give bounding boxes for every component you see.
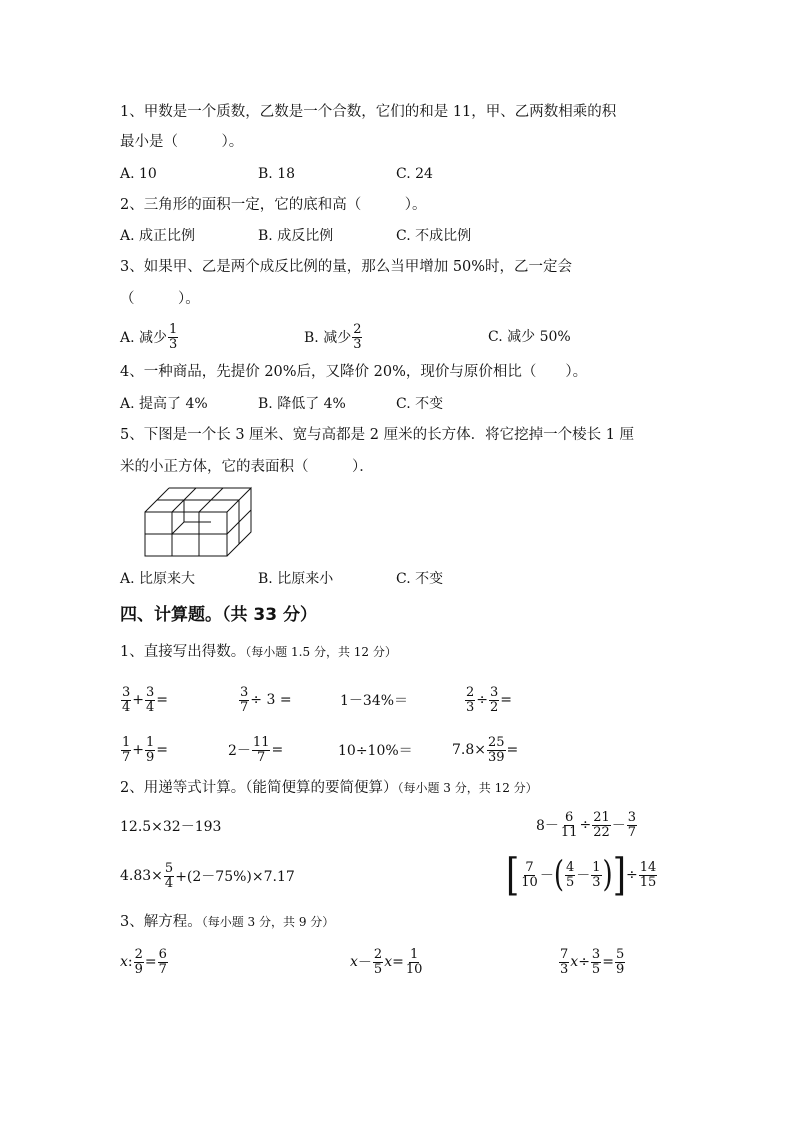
fraction: $\frac{7}{3}$ bbox=[560, 946, 569, 977]
fraction: $\frac{5}{9}$ bbox=[615, 946, 625, 977]
q2-option-b: B. 成反比例 bbox=[258, 228, 334, 244]
q1-option-c: C. 24 bbox=[396, 166, 433, 182]
part3-title bbox=[120, 912, 334, 932]
part2-note: （每小题 3 分，共 12 分） bbox=[397, 781, 538, 795]
part3-note: （每小题 3 分，共 9 分） bbox=[201, 915, 335, 929]
fraction: $\frac{6}{11}$ bbox=[560, 809, 578, 840]
fraction: $\frac{3}{5}$ bbox=[591, 946, 601, 977]
fraction: $\frac{1}{10}$ bbox=[405, 946, 423, 977]
fraction: $\frac{3}{2}$ bbox=[490, 684, 499, 715]
q3-option-a bbox=[120, 318, 179, 356]
fraction: $\frac{6}{7}$ bbox=[158, 946, 167, 977]
q2-option-a: A. 成正比例 bbox=[120, 228, 196, 244]
calc-item-6: 2－ $\frac{11}{7}$ = bbox=[228, 734, 284, 765]
q3-line1: 3、如果甲、乙是两个成反比例的量，那么当甲增加 50%时，乙一定会 bbox=[120, 259, 573, 275]
fraction: $\frac{14}{15}$ bbox=[639, 859, 657, 890]
q1-option-b: B. 18 bbox=[258, 166, 296, 182]
q2-option-c: C. 不成比例 bbox=[396, 228, 472, 244]
fraction: $\frac{3}{4}$ bbox=[146, 684, 155, 715]
equation-1: x : $\frac{2}{9}$ = $\frac{6}{7}$ bbox=[120, 946, 167, 977]
q1-line1: 1、甲数是一个质数，乙数是一个合数，它们的和是 11，甲、乙两数相乘的积 bbox=[120, 104, 617, 120]
fraction: $\frac{1}{7}$ bbox=[122, 734, 131, 765]
q5-option-b: B. 比原来小 bbox=[258, 571, 334, 587]
q3-line2: （ ）。 bbox=[120, 291, 200, 307]
fraction: $\frac{21}{22}$ bbox=[593, 809, 610, 840]
equation-3: $\frac{7}{3}$ x ÷ $\frac{3}{5}$ = $\frac{5}{9}$ bbox=[560, 946, 625, 977]
calc-item-7: 10÷10%＝ bbox=[338, 743, 413, 759]
calc-item-3: 1－34%＝ bbox=[340, 693, 409, 709]
step-calc-3: 4.83× $\frac{5}{4}$ +(2－75%)×7.17 bbox=[120, 860, 295, 891]
q4-option-c: C. 不变 bbox=[396, 396, 444, 412]
fraction: $\frac{1}{3}$ bbox=[592, 859, 601, 890]
q5-option-a: A. 比原来大 bbox=[120, 571, 196, 587]
q5-option-c: C. 不变 bbox=[396, 571, 444, 587]
equation-2: x － $\frac{2}{5}$ x = $\frac{1}{10}$ bbox=[350, 946, 423, 977]
fraction: $\frac{3}{4}$ bbox=[122, 684, 131, 715]
q5-line2: 米的小正方体，它的表面积（ ）． bbox=[120, 459, 374, 475]
fraction: $\frac{1}{3}$ bbox=[169, 321, 178, 352]
q4-option-b: B. 降低了 4% bbox=[258, 396, 346, 412]
calc-item-5: $\frac{1}{7}$ + $\frac{1}{9}$ = bbox=[122, 734, 169, 765]
q3-option-c: C. 减少 50% bbox=[488, 329, 571, 345]
q3-option-b-prefix: B. 减少 bbox=[304, 330, 352, 346]
section-title: 四、计算题。（共 33 分） bbox=[120, 605, 317, 625]
part1-title-text: 1、直接写出得数。 bbox=[120, 644, 246, 660]
calc-item-2: $\frac{3}{7}$ ÷ 3 = bbox=[240, 684, 292, 715]
right-paren: ) bbox=[602, 854, 613, 896]
fraction: $\frac{2}{5}$ bbox=[373, 946, 383, 977]
fraction: $\frac{2}{9}$ bbox=[134, 946, 143, 977]
part1-note: （每小题 1.5 分，共 12 分） bbox=[245, 645, 397, 659]
q5-line1: 5、下图是一个长 3 厘米、宽与高都是 2 厘米的长方体．将它挖掉一个棱长 1 厘 bbox=[120, 427, 635, 443]
fraction: $\frac{1}{9}$ bbox=[146, 734, 155, 765]
fraction: $\frac{25}{39}$ bbox=[488, 734, 505, 765]
q2-line1: 2、三角形的面积一定，它的底和高（ ）。 bbox=[120, 197, 427, 213]
cuboid-figure bbox=[140, 484, 258, 560]
fraction: $\frac{3}{7}$ bbox=[627, 809, 637, 840]
part2-title-text: 2、用递等式计算。（能简便算的要简便算） bbox=[120, 780, 398, 796]
calc-item-1: $\frac{3}{4}$ + $\frac{3}{4}$ = bbox=[122, 684, 169, 715]
fraction: $\frac{4}{5}$ bbox=[565, 859, 575, 890]
right-bracket: ] bbox=[612, 849, 626, 901]
part2-title bbox=[120, 778, 538, 798]
q4-option-a: A. 提高了 4% bbox=[120, 396, 208, 412]
fraction: $\frac{5}{4}$ bbox=[164, 860, 174, 891]
q3-option-b bbox=[304, 318, 363, 356]
calc-item-4: $\frac{2}{3}$ ÷ $\frac{3}{2}$ = bbox=[466, 684, 513, 715]
part3-title-text: 3、解方程。 bbox=[120, 914, 202, 930]
step-calc-2: 8－ $\frac{6}{11}$ ÷ $\frac{21}{22}$ － $\frac{3}{7}$ bbox=[536, 809, 637, 840]
calc-item-8: 7.8× $\frac{25}{39}$ = bbox=[452, 734, 519, 765]
fraction: $\frac{7}{10}$ bbox=[521, 859, 538, 890]
q4-line1: 4、一种商品，先提价 20%后，又降价 20%，现价与原价相比（ ）。 bbox=[120, 364, 588, 380]
left-paren: ( bbox=[553, 854, 564, 896]
left-bracket: [ bbox=[506, 849, 520, 901]
fraction: $\frac{11}{7}$ bbox=[252, 734, 270, 765]
q1-option-a: A. 10 bbox=[120, 166, 157, 182]
q3-option-a-prefix: A. 减少 bbox=[120, 330, 168, 346]
part1-title bbox=[120, 642, 397, 662]
fraction: $\frac{2}{3}$ bbox=[353, 321, 362, 352]
fraction: $\frac{2}{3}$ bbox=[466, 684, 475, 715]
step-calc-1: 12.5×32－193 bbox=[120, 819, 222, 835]
fraction: $\frac{3}{7}$ bbox=[240, 684, 249, 715]
step-calc-4: [ $\frac{7}{10}$ － ( $\frac{4}{5}$ － $\frac{1}{3}$ ) ] ÷ $\frac{14}{15}$ bbox=[506, 849, 657, 901]
q1-line2: 最小是（ ）。 bbox=[120, 134, 244, 150]
